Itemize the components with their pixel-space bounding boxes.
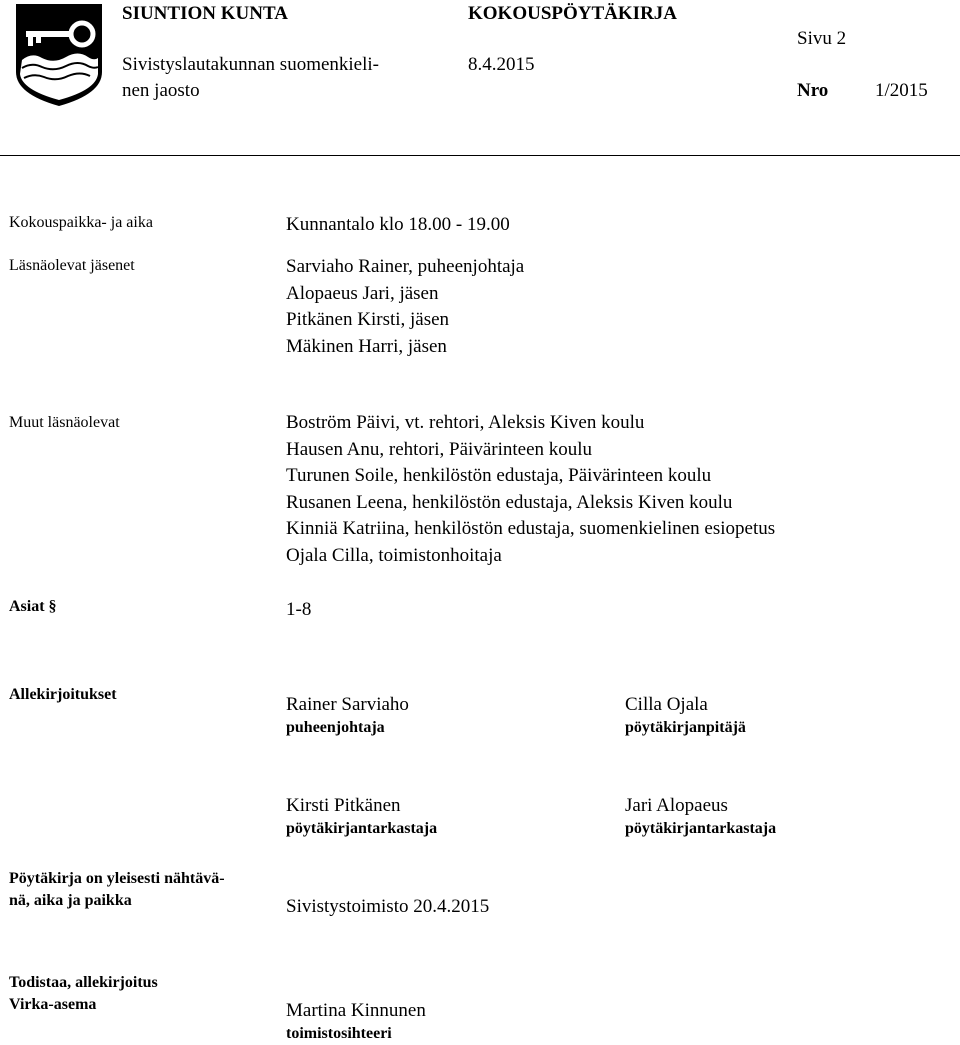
certify-label-line1: Todistaa, allekirjoitus <box>9 974 158 991</box>
municipality-crest-icon <box>14 2 104 108</box>
others-list <box>286 410 775 570</box>
committee-name-line1: Sivistyslautakunnan suomenkieli- <box>122 54 380 75</box>
list-item: Sarviaho Rainer, puheenjohtaja <box>286 256 525 277</box>
list-item: Pitkänen Kirsti, jäsen <box>286 309 450 331</box>
checker2-role: pöytäkirjantarkastaja <box>625 820 777 837</box>
list-item: Boström Päivi, vt. rehtori, Aleksis Kiven koulu <box>286 412 645 433</box>
checker1-signature <box>286 794 437 840</box>
list-item: Rusanen Leena, henkilöstön edustaja, Aleksis Kiven koulu <box>286 491 733 513</box>
chair-signature <box>286 693 409 739</box>
chair-role: puheenjohtaja <box>286 719 385 736</box>
chair-name: Rainer Sarviaho <box>286 694 409 715</box>
certify-name: Martina Kinnunen <box>286 1000 426 1021</box>
municipality-name: SIUNTION KUNTA <box>122 3 288 24</box>
certify-role: toimistosihteeri <box>286 1025 392 1042</box>
members-label: Läsnäolevat jäsenet <box>9 257 135 274</box>
secretary-name: Cilla Ojala <box>625 694 708 715</box>
document-type: KOKOUSPÖYTÄKIRJA <box>468 3 678 24</box>
place-label: Kokouspaikka- ja aika <box>9 214 153 231</box>
list-item: Hausen Anu, rehtori, Päivärinteen koulu <box>286 438 593 460</box>
certify-label <box>9 972 158 1016</box>
checker2-name: Jari Alopaeus <box>625 795 728 816</box>
certify-signature <box>286 999 426 1045</box>
public-label <box>9 868 225 912</box>
list-item: Alopaeus Jari, jäsen <box>286 282 439 304</box>
signatures-label: Allekirjoitukset <box>9 686 117 703</box>
public-label-line1: Pöytäkirja on yleisesti nähtävä- <box>9 870 225 887</box>
checker2-signature <box>625 794 776 840</box>
secretary-signature <box>625 693 746 739</box>
header-divider <box>0 155 960 156</box>
place-value: Kunnantalo klo 18.00 - 19.00 <box>286 214 510 235</box>
page-number: Sivu 2 <box>797 28 847 49</box>
public-value: Sivistystoimisto 20.4.2015 <box>286 896 490 917</box>
nro-value: 1/2015 <box>875 80 928 101</box>
public-label-line2: nä, aika ja paikka <box>9 892 132 909</box>
list-item: Kinniä Katriina, henkilöstön edustaja, suomenkielinen esiopetus <box>286 518 776 540</box>
meeting-date: 8.4.2015 <box>468 54 535 75</box>
items-label: Asiat § <box>9 598 57 615</box>
list-item: Mäkinen Harri, jäsen <box>286 335 447 357</box>
secretary-role: pöytäkirjanpitäjä <box>625 719 746 736</box>
certify-label-line2: Virka-asema <box>9 996 97 1013</box>
checker1-role: pöytäkirjantarkastaja <box>286 820 438 837</box>
nro-label: Nro <box>797 80 829 101</box>
items-value: 1-8 <box>286 599 312 620</box>
checker1-name: Kirsti Pitkänen <box>286 795 401 816</box>
committee-name-line2: nen jaosto <box>122 80 200 101</box>
list-item: Turunen Soile, henkilöstön edustaja, Päivärinteen koulu <box>286 465 712 487</box>
list-item: Ojala Cilla, toimistonhoitaja <box>286 544 502 566</box>
others-label: Muut läsnäolevat <box>9 414 120 431</box>
members-list <box>286 254 524 360</box>
